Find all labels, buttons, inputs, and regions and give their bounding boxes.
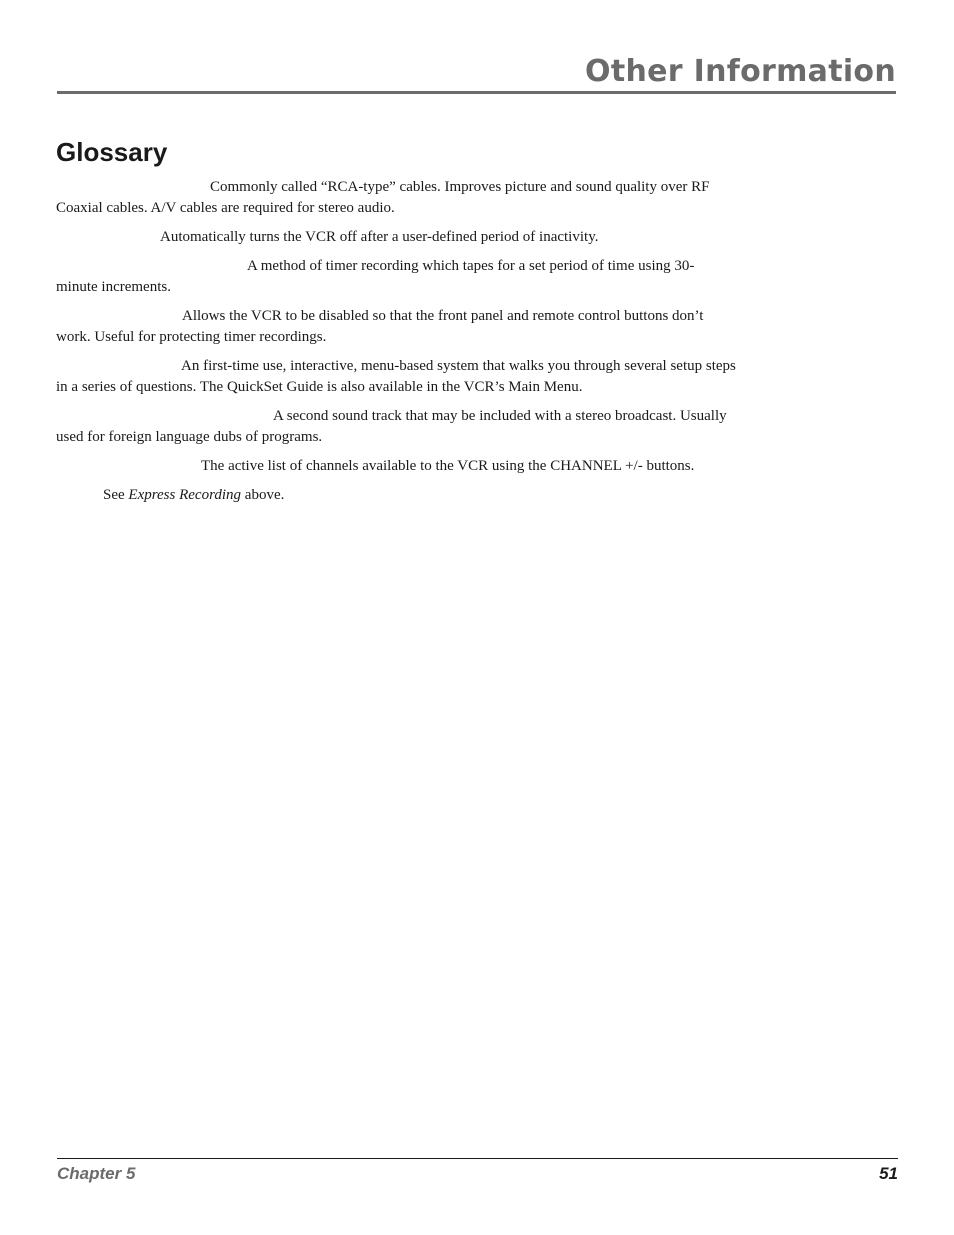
glossary-entry <box>56 406 736 448</box>
glossary-entry <box>56 177 736 219</box>
glossary-definition: The active list of channels available to the VCR using the CHANNEL +/- buttons. <box>201 458 695 474</box>
page-number: 51 <box>879 1164 898 1183</box>
glossary-definition: Automatically turns the VCR off after a user-defined period of inactivity. <box>160 229 599 245</box>
glossary-entry <box>56 227 736 248</box>
glossary-definition-prefix: See <box>103 487 125 503</box>
glossary-entry <box>56 256 736 298</box>
cross-reference: Express Recording <box>128 487 242 503</box>
footer-chapter: Chapter 5 <box>57 1164 136 1183</box>
header-divider <box>57 91 896 94</box>
glossary-definition: Commonly called “RCA-type” cables. Improves picture and sound quality over RF Coaxial cables. A/V cables are required for stereo audio. <box>56 179 710 216</box>
glossary-entry <box>56 306 736 348</box>
header-section-title: Other Information <box>585 54 896 89</box>
glossary-definition: A second sound track that may be included with a stereo broadcast. Usually used for foreign language dubs of programs. <box>56 408 727 445</box>
glossary-definition: An first-time use, interactive, menu-based system that walks you through several setup steps in a series of questions. The QuickSet Guide is also available in the VCR’s Main Menu. <box>56 358 736 395</box>
glossary-definition: A method of timer recording which tapes for a set period of time using 30-minute increments. <box>56 258 695 295</box>
glossary-definition-suffix: above. <box>244 487 285 503</box>
glossary-list <box>56 177 736 514</box>
glossary-definition: Allows the VCR to be disabled so that the front panel and remote control buttons don’t work. Useful for protecting timer recordings. <box>56 308 704 345</box>
glossary-entry <box>56 485 736 506</box>
footer-divider <box>57 1158 898 1159</box>
page-title: Glossary <box>56 137 168 167</box>
glossary-entry <box>56 456 736 477</box>
glossary-entry <box>56 356 736 398</box>
